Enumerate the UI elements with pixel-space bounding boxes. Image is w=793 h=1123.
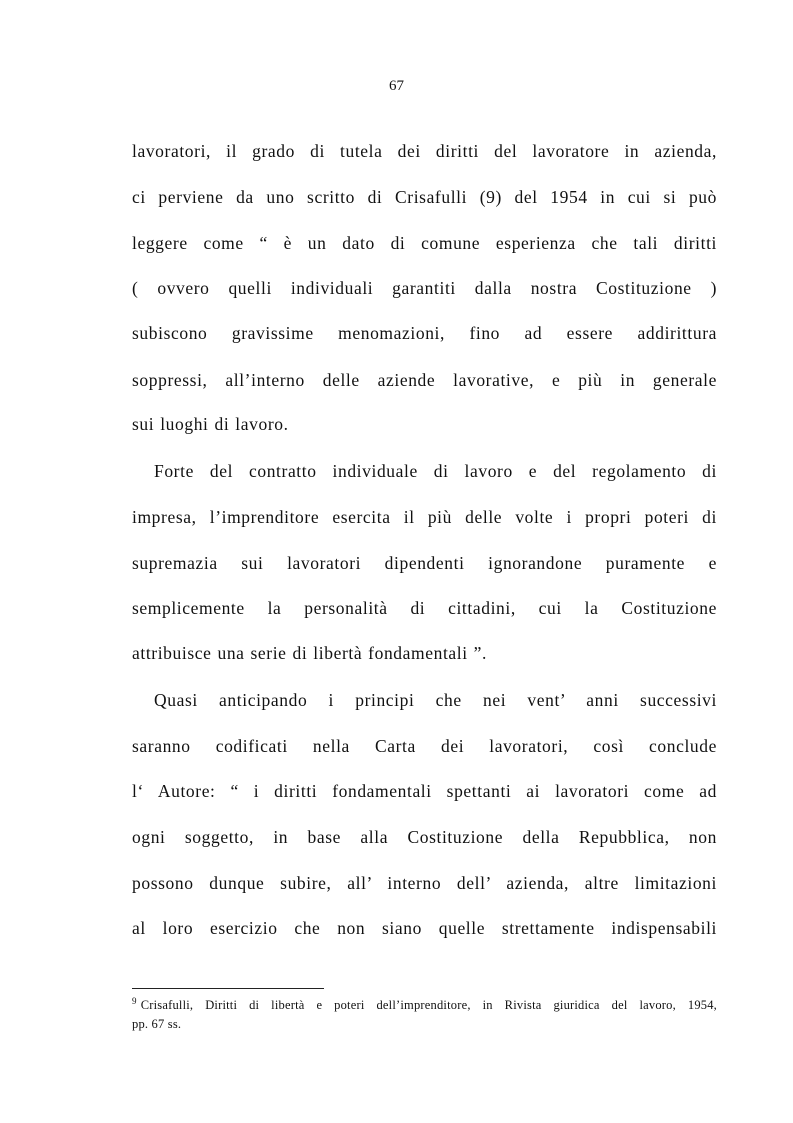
footnote-divider	[132, 988, 324, 989]
text-line: saranno codificati nella Carta dei lavoratori, così conclude	[132, 736, 717, 756]
text-line: ci perviene da uno scritto di Crisafulli (9) del 1954 in cui si può	[132, 187, 717, 207]
text-line: attribuisce una serie di libertà fondamentali ”.	[132, 643, 488, 663]
text-line: l‘ Autore: “ i diritti fondamentali spettanti ai lavoratori come ad	[132, 781, 717, 801]
text-line: leggere come “ è un dato di comune esperienza che tali diritti	[132, 233, 717, 253]
paragraph-start-line: Forte del contratto individuale di lavoro e del regolamento di	[154, 461, 717, 481]
text-line: sui luoghi di lavoro.	[132, 414, 289, 434]
text-line: impresa, l’imprenditore esercita il più delle volte i propri poteri di	[132, 507, 717, 527]
text-line: soppressi, all’interno delle aziende lavorative, e più in generale	[132, 370, 717, 390]
text-line: semplicemente la personalità di cittadini, cui la Costituzione	[132, 598, 717, 618]
text-line: ogni soggetto, in base alla Costituzione della Repubblica, non	[132, 827, 717, 847]
page-number: 67	[389, 78, 404, 94]
footnote-marker: 9	[132, 995, 137, 1006]
text-line: supremazia sui lavoratori dipendenti ignorandone puramente e	[132, 553, 717, 573]
text-line: ( ovvero quelli individuali garantiti dalla nostra Costituzione )	[132, 278, 717, 298]
text-line: subiscono gravissime menomazioni, fino ad essere addirittura	[132, 323, 717, 343]
text-line: possono dunque subire, all’ interno dell’ azienda, altre limitazioni	[132, 873, 717, 893]
footnote-text: Crisafulli, Diritti di libertà e poteri dell’imprenditore, in Rivista giuridica del lavoro, 1954,	[140, 998, 717, 1012]
text-line: al loro esercizio che non siano quelle strettamente indispensabili	[132, 918, 717, 938]
paragraph-start-line: Quasi anticipando i principi che nei vent’ anni successivi	[154, 690, 717, 710]
text-line: lavoratori, il grado di tutela dei diritti del lavoratore in azienda,	[132, 141, 717, 161]
footnote-line: pp. 67 ss.	[132, 1017, 182, 1031]
footnote-line	[132, 996, 717, 1014]
